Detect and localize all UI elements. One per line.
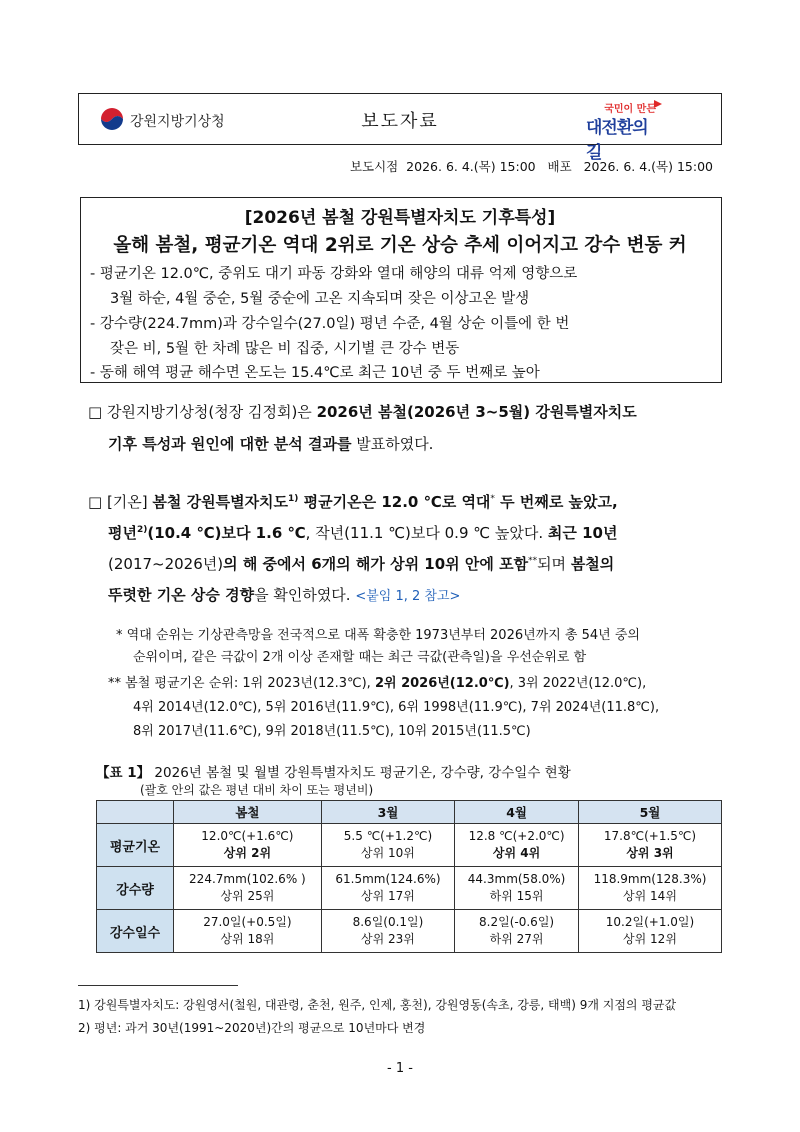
cell-rank: 상위 3위 [626,846,674,860]
summary-bullet-1-cont: 3월 하순, 4월 중순, 5월 중순에 고온 지속되며 잦은 이상고온 발생 [110,291,530,307]
para2-normal-c: (2017~2026년) [108,555,224,573]
table-header-spring: 봄철 [174,801,322,824]
table-row [97,824,722,867]
table-cell [578,824,721,867]
agency-name: 강원지방기상청 [130,114,225,130]
badge-top-text: 국민이 만든 [604,104,656,115]
note-ref-double-star: ** [528,556,538,566]
summary-bullet-3: - 동해 해역 평균 해수면 온도는 15.4℃로 최근 10년 중 두 번째로 높아 [90,365,540,381]
table-row [97,910,722,953]
appendix-reference-link[interactable]: <붙임 1, 2 참고> [355,589,461,604]
para2-normal-f: 하였다. [302,586,356,604]
para1-line2 [108,433,433,454]
press-release-title: 보도자료 [361,111,439,132]
note2-text-a: ** 봄철 평균기온 순위: 1위 2023년(12.3℃), [108,676,375,691]
table-cell [455,910,579,953]
cell-value: 5.5 ℃(+1.2℃) [343,829,433,843]
para2-bold-h: 뚜렷한 기온 상승 경향 [108,586,255,604]
slogan-badge [582,98,662,163]
cell-value: 224.7mm(102.6% ) [189,872,306,886]
table-header-march: 3월 [321,801,454,824]
cell-rank: 하위 27위 [489,932,544,946]
footnote-ref-1: 1) [288,494,299,504]
footnote-1: 1) 강원특별자치도: 강원영서(철원, 대관령, 춘천, 원주, 인제, 홍천), 강원영동(속초, 강릉, 태백) 9개 지점의 평균값 [78,998,677,1012]
summary-headline: 올해 봄철, 평균기온 역대 2위로 기온 상승 추세 이어지고 강수 변동 커 [113,235,687,256]
table-note: (괄호 안의 값은 평년 대비 차이 또는 평년비) [140,783,374,797]
para1-bold-2: 기후 특성과 원인에 대한 분석 결과를 [108,435,352,453]
para1-text: □ 강원지방기상청(청장 김정회)은 [88,403,317,421]
table-cell [321,867,454,910]
cell-value: 118.9mm(128.3%) [593,872,707,886]
para2-bold-b: 평균기온은 12.0 ℃로 역대 [298,493,491,511]
cell-value: 27.0일(+0.5일) [203,915,292,929]
table-title-text: 2026년 봄철 및 월별 강원특별자치도 평균기온, 강수량, 강수일수 현황 [150,765,571,781]
para2-bold-f: 의 해 중에서 6개의 해가 상위 10위 안에 포함 [223,555,529,573]
footnote-divider [78,985,238,986]
summary-bullet-2-cont: 잦은 비, 5월 한 차례 많은 비 집중, 시기별 큰 강수 변동 [110,341,460,357]
summary-subtitle: [2026년 봄철 강원특별자치도 기후특성] [244,208,556,228]
cell-value: 17.8℃(+1.5℃) [603,829,697,843]
para2-normal-e: 을 확인 [254,586,303,604]
table-row [97,867,722,910]
table-cell [455,824,579,867]
table-header-row [97,801,722,824]
para2-normal-d: 되며 [537,555,571,573]
footnote-2: 2) 평년: 과거 30년(1991~2020년)간의 평균으로 10년마다 변경 [78,1021,426,1035]
para2-bold-g: 봄철의 [570,555,615,573]
note-ref-star: * [490,494,495,504]
cell-value: 61.5mm(124.6%) [335,872,441,886]
summary-bullet-2: - 강수량(224.7mm)과 강수일수(27.0일) 평년 수준, 4월 상순 이틀에 한 번 [90,316,570,332]
table-cell [174,910,322,953]
cell-rank: 하위 15위 [489,889,544,903]
note1-line1: * 역대 순위는 기상관측망을 전국적으로 대폭 확충한 1973년부터 2026년까지 총 54년 중의 [116,628,640,643]
para2-bold-d: (10.4 ℃)보다 1.6 ℃ [147,524,306,542]
note2-text-b: , 3위 2022년(12.0℃), [509,676,647,691]
cell-value: 8.6일(0.1일) [352,915,424,929]
cell-rank: 상위 25위 [220,889,275,903]
para1-text-2: 발표하였다. [351,435,434,453]
para2-line2 [108,522,617,543]
page-number: - 1 - [387,1061,413,1076]
note2-line1 [108,672,646,691]
table-cell [321,910,454,953]
cell-value: 12.0℃(+1.6℃) [201,829,294,843]
table-cell [174,867,322,910]
para2-bold-a: 봄철 강원특별자치도 [152,493,289,511]
climate-stats-table [96,800,722,953]
cell-rank: 상위 12위 [623,932,677,946]
table-header-may: 5월 [578,801,721,824]
table-cell [174,824,322,867]
table-cell [578,910,721,953]
cell-value: 8.2일(-0.6일) [479,915,555,929]
cell-rank: 상위 18위 [220,932,275,946]
para2-normal-a: 평년 [108,524,137,542]
badge-main-text: 대전환의 길 [586,118,648,163]
para2-line1 [88,491,618,512]
cell-value: 44.3mm(58.0%) [467,872,566,886]
note2-line2: 4위 2014년(12.0℃), 5위 2016년(11.9℃), 6위 1998년(11.9℃), 7위 2024년(11.8℃), [133,700,660,715]
row-label-rain-days: 강수일수 [97,910,174,953]
para1-line1 [88,401,637,422]
table-cell [321,824,454,867]
cell-rank: 상위 17위 [361,889,415,903]
note2-line3: 8위 2017년(11.6℃), 9위 2018년(11.5℃), 10위 2015년(11.5℃) [133,724,531,739]
table-cell [455,867,579,910]
cell-rank: 상위 23위 [361,932,415,946]
para1-bold: 2026년 봄철(2026년 3~5월) 강원특별자치도 [316,403,637,421]
row-label-temperature: 평균기온 [97,824,174,867]
para2-bold-e: 최근 10년 [547,524,618,542]
cell-rank: 상위 10위 [361,846,415,860]
para2-bold-c: 두 번째로 높았고, [494,493,618,511]
cell-value: 10.2일(+1.0일) [605,915,695,929]
cell-value: 12.8 ℃(+2.0℃) [468,829,565,843]
table-title [96,761,571,781]
para2-label: □ [기온] [88,493,153,511]
footnote-ref-2: 2) [136,525,148,535]
badge-arrow-icon [654,100,662,108]
cell-rank: 상위 14위 [623,889,677,903]
row-label-precipitation: 강수량 [97,867,174,910]
para2-line4 [108,584,460,605]
table-header-corner [97,801,174,824]
table-cell [578,867,721,910]
release-time: 보도시점 2026. 6. 4.(목) 15:00 배포 2026. 6. 4.(목) 15:00 [349,159,713,174]
summary-bullet-1: - 평균기온 12.0℃, 중위도 대기 파동 강화와 열대 해양의 대류 억제 영향으로 [90,266,578,282]
table-header-april: 4월 [455,801,579,824]
para2-line3 [108,553,614,574]
para2-normal-b: , 작년(11.1 ℃)보다 0.9 ℃ 높았다. [305,524,548,542]
note1-line2: 순위이며, 같은 극값이 2개 이상 존재할 때는 최근 극값(관측일)을 우선순위로 함 [133,650,587,665]
note2-bold: 2위 2026년(12.0℃) [374,676,510,691]
table-label: 【표 1】 [96,765,151,781]
cell-rank: 상위 2위 [223,846,272,860]
cell-rank: 상위 4위 [492,846,541,860]
